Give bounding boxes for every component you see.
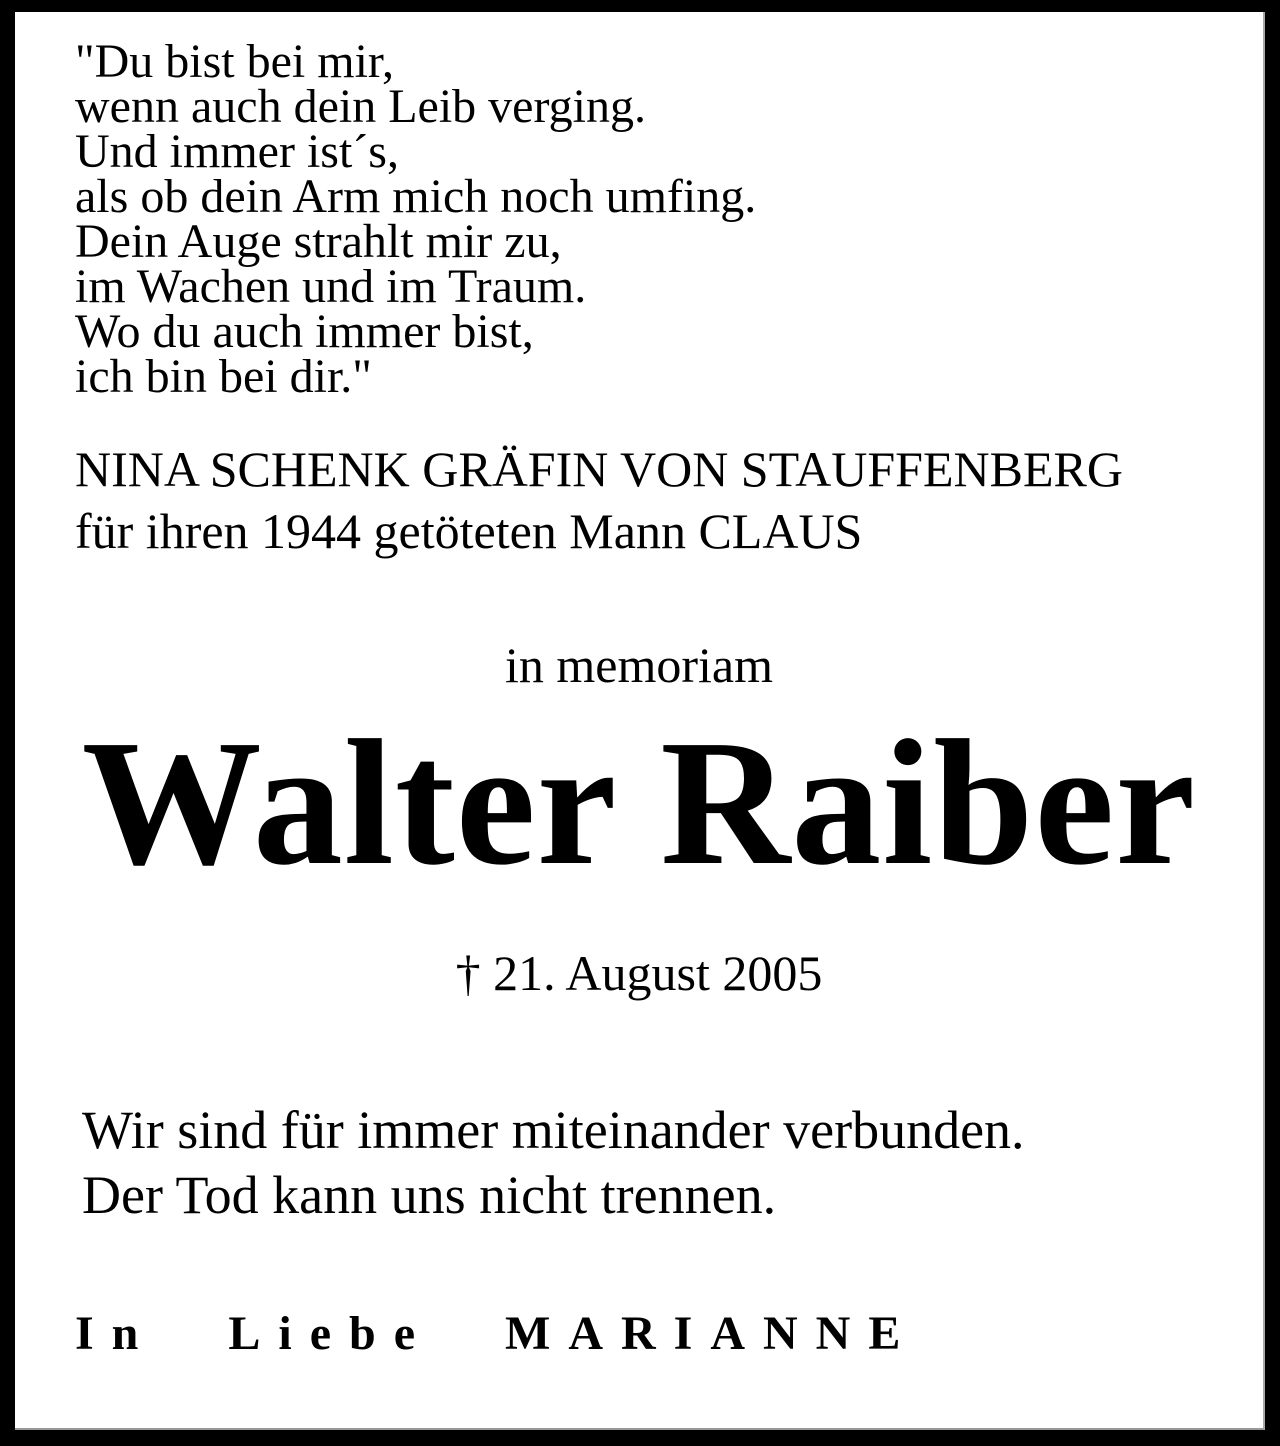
- poem-line: "Du bist bei mir,: [75, 35, 394, 88]
- poem-line: Wo du auch immer bist,: [75, 305, 534, 358]
- notice-paper: [15, 12, 1265, 1430]
- closing-line: Wir sind für immer miteinander verbunden.: [82, 1100, 1025, 1160]
- poem-line: im Wachen und im Traum.: [75, 260, 587, 313]
- poem-line: ich bin bei dir.": [75, 350, 372, 403]
- deceased-name: Walter Raiber: [81, 703, 1197, 902]
- poem-line: Dein Auge strahlt mir zu,: [75, 215, 562, 268]
- signature-line: In Liebe MARIANNE: [75, 1307, 919, 1360]
- closing-message: [82, 1098, 1025, 1228]
- closing-line: Der Tod kann uns nicht trennen.: [82, 1165, 777, 1225]
- poem-line: als ob dein Arm mich noch umfing.: [75, 170, 757, 223]
- poem-line: wenn auch dein Leib verging.: [75, 80, 646, 133]
- poem-quote: [75, 35, 757, 403]
- in-memoriam-label: in memoriam: [505, 637, 773, 693]
- poem-attribution: [75, 438, 1123, 562]
- attribution-dedication: für ihren 1944 getöteten Mann CLAUS: [75, 503, 863, 559]
- attribution-author: NINA SCHENK GRÄFIN VON STAUFFENBERG: [75, 441, 1123, 497]
- poem-line: Und immer ist´s,: [75, 125, 399, 178]
- death-date: † 21. August 2005: [455, 945, 823, 1001]
